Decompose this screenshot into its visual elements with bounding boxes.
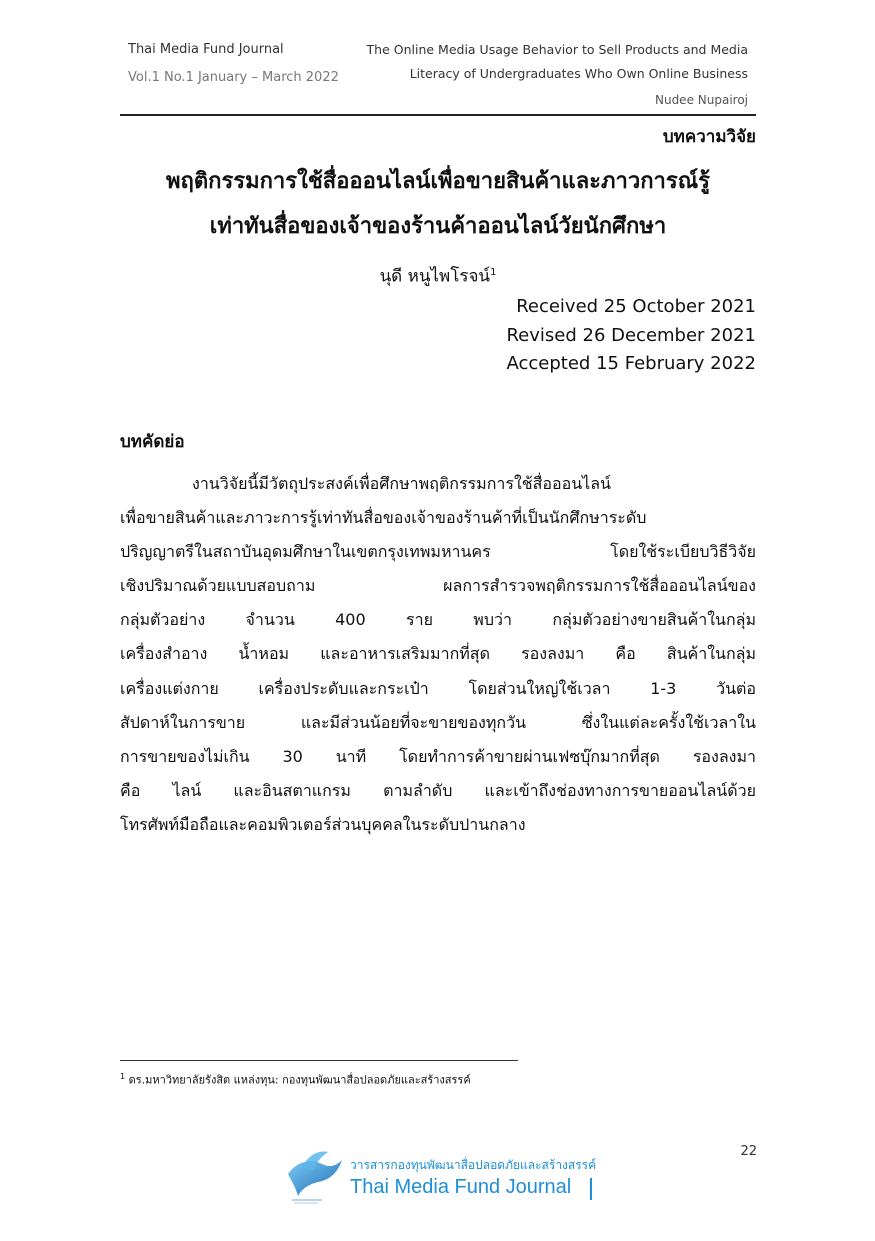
author-name: นุดี หนูไพโรจน์: [379, 266, 491, 287]
revised-date: Revised 26 December 2021: [506, 324, 756, 346]
journal-name: Thai Media Fund Journal: [128, 42, 284, 57]
abstract-line: งานวิจัยนี้มีวัตถุประสงค์เพื่อศึกษาพฤติกรรมการใช้สื่อออนไลน์: [192, 474, 611, 493]
abstract-line: ปริญญาตรีในสถาบันอุดมศึกษาในเขตกรุงเทพมหานคร โดยใช้ระเบียบวิธีวิจัย: [120, 542, 756, 562]
abstract-line: กลุ่มตัวอย่าง จำนวน 400 ราย พบว่า กลุ่มตัวอย่างขายสินค้าในกลุ่ม: [120, 610, 756, 630]
running-header-right: [328, 40, 748, 114]
footnote-mark: 1: [120, 1072, 126, 1081]
title-line-2: เท่าทันสื่อของเจ้าของร้านค้าออนไลน์วัยนักศึกษา: [209, 214, 667, 239]
volume-issue: Vol.1 No.1 January – March 2022: [128, 70, 339, 85]
abstract-line: เครื่องสำอาง น้ำหอม และอาหารเสริมมากที่สุด รองลงมา คือ สินค้าในกลุ่ม: [120, 644, 756, 664]
article-type: บทความวิจัย: [662, 127, 756, 147]
abstract-body: [120, 467, 756, 842]
paper-title: [120, 164, 756, 254]
bird-logo-icon: [282, 1144, 346, 1206]
journal-logo: [282, 1144, 602, 1206]
submission-dates: [506, 293, 756, 379]
footnote: [120, 1068, 471, 1090]
author-line: [120, 260, 756, 290]
abstract-line: เพื่อขายสินค้าและภาวะการรู้เท่าทันสื่อของเจ้าของร้านค้าที่เป็นนักศึกษาระดับ: [120, 508, 647, 528]
abstract-line: เชิงปริมาณด้วยแบบสอบถาม ผลการสำรวจพฤติกรรมการใช้สื่อออนไลน์ของ: [120, 576, 756, 596]
logo-thai-text: วารสารกองทุนพัฒนาสื่อปลอดภัยและสร้างสรรค์: [350, 1158, 597, 1172]
accepted-date: Accepted 15 February 2022: [506, 353, 756, 375]
footnote-text: ดร.มหาวิทยาลัยรังสิต แหล่งทุน: กองทุนพัฒนาสื่อปลอดภัยและสร้างสรรค์: [125, 1073, 471, 1087]
abstract-heading: บทคัดย่อ: [120, 432, 185, 452]
header-author: Nudee Nupairoj: [654, 93, 748, 107]
header-rule: [120, 114, 756, 116]
header-title-line-2: Literacy of Undergraduates Who Own Online Business: [409, 66, 748, 81]
logo-divider: [590, 1178, 592, 1200]
header-title-line-1: The Online Media Usage Behavior to Sell Products and Media: [366, 42, 748, 57]
received-date: Received 25 October 2021: [516, 296, 756, 317]
logo-english-text: Thai Media Fund Journal: [350, 1176, 572, 1198]
footnote-rule: [120, 1060, 518, 1061]
abstract-line: เครื่องแต่งกาย เครื่องประดับและกระเป๋า โดยส่วนใหญ่ใช้เวลา 1-3 วันต่อ: [120, 678, 756, 698]
abstract-line: โทรศัพท์มือถือและคอมพิวเตอร์ส่วนบุคคลในระดับปานกลาง: [120, 814, 526, 834]
author-footnote-mark: 1: [490, 267, 497, 278]
abstract-line: สัปดาห์ในการขาย และมีส่วนน้อยที่จะขายของทุกวัน ซึ่งในแต่ละครั้งใช้เวลาใน: [120, 712, 756, 732]
abstract-line: คือ ไลน์ และอินสตาแกรม ตามลำดับ และเข้าถึงช่องทางการขายออนไลน์ด้วย: [120, 780, 756, 800]
title-line-1: พฤติกรรมการใช้สื่อออนไลน์เพื่อขายสินค้าและภาวการณ์รู้: [166, 169, 710, 194]
page-number: 22: [740, 1144, 757, 1159]
abstract-line: การขายของไม่เกิน 30 นาที โดยทำการค้าขายผ่านเฟซบุ๊กมากที่สุด รองลงมา: [120, 746, 756, 766]
